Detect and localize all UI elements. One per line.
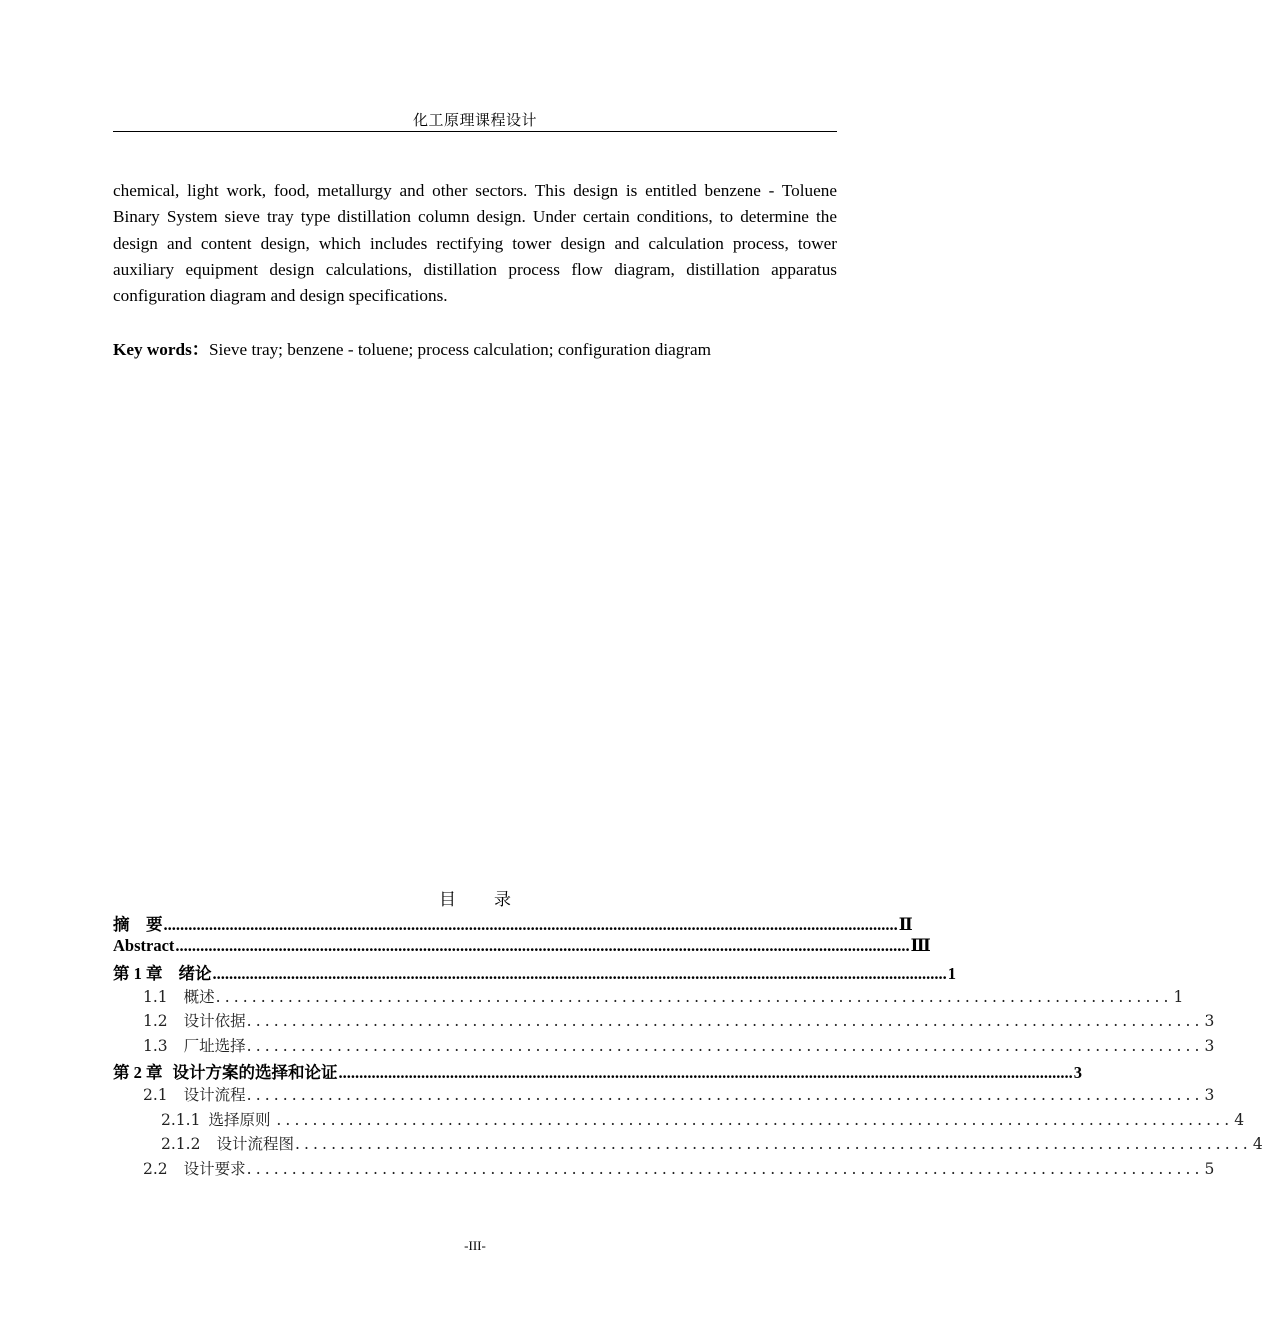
toc-leader-dots: .......................................................................................................... (276, 1110, 1234, 1129)
toc-entry-page: 4 (1252, 1135, 1263, 1154)
toc-entry-title: 厂址选择 (183, 1036, 246, 1055)
toc-entry-number: 2.1.1 (161, 1110, 201, 1129)
toc-entry-1-1[interactable] (113, 985, 1184, 1010)
toc-entry-number: 2.1 (143, 1086, 168, 1105)
toc-entry-title: 设计方案的选择和论证 (172, 1062, 338, 1082)
keywords-text: Sieve tray; benzene - toluene; process calculation; configuration diagram (208, 340, 712, 359)
abstract-paragraph: chemical, light work, food, metallurgy and other sectors. This design is entitled benzene - Toluene Binary System sieve tray type distillation column design. Under certain conditions, to determine the design and content design, which includes rectifying tower design and calculation process, tower auxiliary equipment design calculations, distillation process flow diagram, distillation apparatus configuration diagram and design specifications. (113, 181, 837, 306)
toc-entry-2-2[interactable] (113, 1157, 1215, 1182)
toc-leader-dots: .................................................................................................................................................................................. (338, 1062, 1073, 1082)
toc-leader-dots: .................................................................................................................................................................................. (175, 935, 910, 955)
toc-entry-title: 设计流程图 (216, 1135, 294, 1154)
toc-entry-page: 4 (1234, 1110, 1245, 1129)
toc-leader-dots: .......................................................................................................... (246, 1159, 1204, 1178)
page-header-title: 化工原理课程设计 (412, 113, 537, 129)
toc-entry-page: 1 (947, 964, 956, 984)
toc-entry-page: 3 (1204, 1012, 1215, 1031)
toc-entry-number: 1.3 (143, 1036, 168, 1055)
toc-entry-chapter-1[interactable] (113, 960, 956, 985)
toc-entry-title: 绪论 (178, 964, 212, 984)
toc-entry-abstract-en[interactable] (113, 935, 931, 961)
toc-entry-page: 1 (1173, 987, 1184, 1006)
toc-entry-page: 3 (1204, 1086, 1215, 1105)
toc-entry-title: Abstract (113, 935, 175, 955)
toc-title-right: 录 (494, 890, 511, 909)
toc-entry-2-1-1[interactable] (113, 1108, 1245, 1133)
toc-leader-dots: .................................................................................................................................................................................. (163, 915, 898, 934)
toc-entry-page: Ⅲ (910, 935, 931, 955)
toc-entry-number: 第 2 章 (113, 1062, 163, 1082)
header-rule (113, 131, 837, 132)
toc-entry-title: 设计依据 (183, 1012, 246, 1031)
toc-leader-dots: .......................................................................................................... (246, 1012, 1204, 1031)
toc-title-left: 目 (439, 890, 456, 909)
table-of-contents (113, 911, 1263, 1182)
toc-entry-page: 5 (1204, 1159, 1215, 1178)
page-number: -III- (464, 1238, 486, 1253)
toc-entry-number: 1.1 (143, 987, 168, 1006)
toc-entry-title: 选择原则 (208, 1110, 271, 1129)
toc-leader-dots: .......................................................................................................... (294, 1135, 1252, 1154)
toc-leader-dots: .................................................................................................................................................................................. (212, 964, 947, 984)
keywords-line (113, 337, 837, 363)
toc-title (113, 888, 837, 912)
toc-entry-number: 1.2 (143, 1012, 168, 1031)
toc-entry-title: 设计要求 (183, 1159, 246, 1178)
toc-entry-2-1-2[interactable] (113, 1132, 1263, 1157)
toc-entry-title: 设计流程 (183, 1086, 246, 1105)
toc-entry-page: 3 (1073, 1062, 1082, 1082)
toc-entry-page: Ⅱ (898, 915, 913, 934)
toc-entry-abstract-zh[interactable] (113, 911, 913, 936)
toc-entry-chapter-2[interactable] (113, 1059, 1082, 1084)
toc-leader-dots: .......................................................................................................... (215, 987, 1173, 1006)
toc-entry-page: 3 (1204, 1036, 1215, 1055)
toc-leader-dots: .......................................................................................................... (246, 1036, 1204, 1055)
toc-entry-title: 概述 (183, 987, 215, 1006)
toc-entry-title: 摘 要 (113, 915, 163, 934)
toc-entry-number: 2.1.2 (161, 1135, 201, 1154)
toc-entry-1-3[interactable] (113, 1034, 1215, 1059)
toc-entry-number: 第 1 章 (113, 964, 163, 984)
toc-entry-number: 2.2 (143, 1159, 168, 1178)
toc-leader-dots: .......................................................................................................... (246, 1086, 1204, 1105)
toc-entry-1-2[interactable] (113, 1009, 1215, 1034)
keywords-label: Key words： (113, 340, 209, 359)
toc-entry-2-1[interactable] (113, 1083, 1215, 1108)
